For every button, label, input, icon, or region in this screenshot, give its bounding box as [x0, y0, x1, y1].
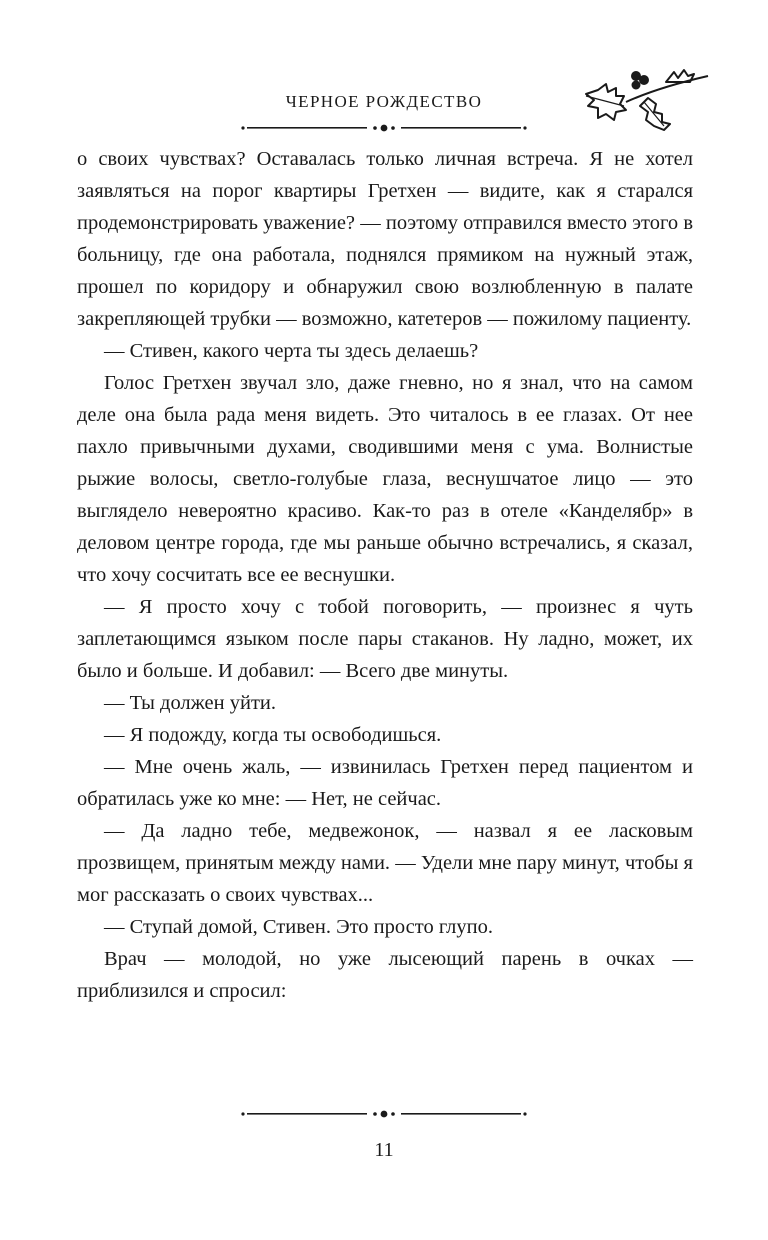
- page-number: 11: [374, 1139, 394, 1161]
- paragraph: Врач — молодой, но уже лысеющий парень в очках — приблизился и спросил:: [77, 948, 693, 1002]
- paragraph: — Ступай домой, Стивен. Это просто глупо.: [104, 916, 494, 938]
- paragraph: о своих чувствах? Оставалась только личная встреча. Я не хотел заявляться на порог квартиры Гретхен — видите, как я старался продемонстрировать уважение? — поэтому отправился вместо этого в больницу, где она работала, поднялся прямиком на нужный этаж, прошел по коридору и обнаружил свою возлюбленную в палате закрепляющей трубки — возможно, катетеров — пожилому пациенту.: [77, 148, 693, 330]
- paragraph: Голос Гретхен звучал зло, даже гневно, но я знал, что на самом деле она была рада меня видеть. Это читалось в ее глазах. От нее пахло привычными духами, сводившими меня с ума. Волнистые рыжие волосы, светло-голубые глаза, веснушчатое лицо — это выглядело невероятно красиво. Как-то раз в отеле «Канделябр» в деловом центре города, где мы раньше обычно встречались, я сказал, что хочу сосчитать все ее веснушки.: [77, 372, 693, 586]
- running-head: [0, 90, 768, 114]
- paragraph: — Я подожду, когда ты освободишься.: [104, 724, 442, 746]
- paragraph: — Ты должен уйти.: [104, 692, 277, 714]
- body-text: [77, 143, 693, 1007]
- running-title: ЧЕРНОЕ РОЖДЕСТВО: [285, 92, 483, 111]
- paragraph: — Стивен, какого черта ты здесь делаешь?: [104, 340, 479, 362]
- paragraph: — Я просто хочу с тобой поговорить, — произнес я чуть заплетающимся языком после пары стаканов. Ну ладно, может, их было и больше. И добавил: — Всего две минуты.: [77, 596, 693, 682]
- paragraph: — Мне очень жаль, — извинилась Гретхен перед пациентом и обратилась уже ко мне: — Нет, не сейчас.: [77, 756, 693, 810]
- footer-divider-icon: [0, 1107, 768, 1121]
- header-divider-icon: [0, 121, 768, 135]
- paragraph: — Да ладно тебе, медвежонок, — назвал я ее ласковым прозвищем, принятым между нами. — Удели мне пару минут, чтобы я мог рассказать о своих чувствах...: [77, 820, 693, 906]
